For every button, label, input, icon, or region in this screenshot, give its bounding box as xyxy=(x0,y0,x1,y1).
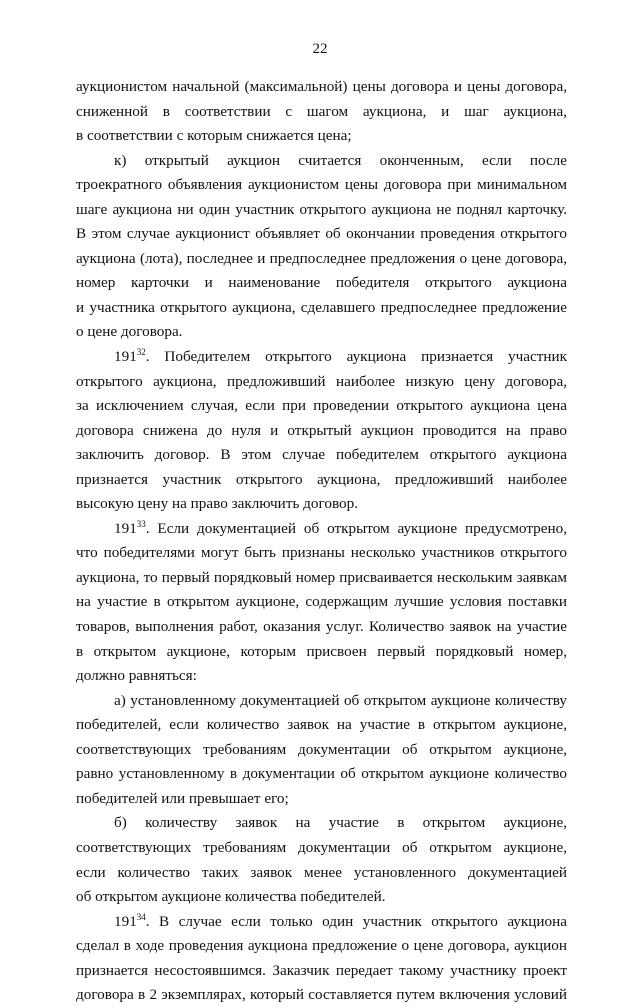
text-line xyxy=(76,468,567,493)
text-line xyxy=(76,370,567,395)
text-line xyxy=(76,419,567,444)
text-line xyxy=(76,345,567,370)
line-text: и участника открытого аукциона, сделавшего предпоследнее предложение xyxy=(76,298,567,316)
text-line xyxy=(76,320,567,345)
text-line xyxy=(76,443,567,468)
text-line xyxy=(76,664,567,689)
text-line xyxy=(76,983,567,1008)
text-line xyxy=(76,959,567,984)
text-line xyxy=(76,590,567,615)
line-text: договора снижена до нуля и открытый аукцион проводится на право xyxy=(76,421,567,439)
text-line xyxy=(76,836,567,861)
line-text: сделал в ходе проведения аукциона предложение о цене договора, аукцион xyxy=(76,937,567,955)
line-text: договора в 2 экземплярах, который составляется путем включения условий xyxy=(76,986,567,1004)
line-text: на участие в открытом аукционе, содержащим лучшие условия поставки xyxy=(76,593,567,611)
text-line xyxy=(76,296,567,321)
line-text: победителей, если количество заявок на участие в открытом аукционе, xyxy=(76,716,567,734)
text-line xyxy=(76,198,567,223)
clause-number-superscript: 33 xyxy=(136,518,146,529)
text-line xyxy=(76,811,567,836)
text-line xyxy=(76,738,567,763)
line-text: если количество таких заявок менее установленного документацией xyxy=(76,863,567,881)
text-line xyxy=(76,222,567,247)
line-text: . В случае если только один участник открытого аукциона xyxy=(145,912,567,930)
text-line xyxy=(76,149,567,174)
line-text: сниженной в соответствии с шагом аукциона, и шаг аукциона, xyxy=(76,102,567,120)
line-text: аукциона (лота), последнее и предпоследнее предложения о цене договора, xyxy=(76,249,567,267)
clause-number xyxy=(114,910,146,935)
text-line xyxy=(76,713,567,738)
text-line xyxy=(76,689,567,714)
line-text: победителей или превышает его; xyxy=(76,789,289,807)
line-text: товаров, выполнения работ, оказания услуг. Количество заявок на участие xyxy=(76,618,567,636)
line-text: . Если документацией об открытом аукционе предусмотрено, xyxy=(145,519,567,537)
text-line xyxy=(76,75,567,100)
text-line xyxy=(76,517,567,542)
line-text: шаге аукциона ни один участник открытого аукциона не поднял карточку. xyxy=(76,200,567,218)
line-text: аукционистом начальной (максимальной) цены договора и цены договора, xyxy=(76,78,567,95)
text-line xyxy=(76,861,567,886)
line-text: а) установленному документацией об открытом аукционе количеству xyxy=(114,691,567,709)
clause-number xyxy=(114,517,146,542)
line-text: в открытом аукционе, которым присвоен первый порядковый номер, xyxy=(76,642,567,660)
clause-number xyxy=(114,345,146,370)
line-text: к) открытый аукцион считается оконченным, если после xyxy=(114,151,567,169)
text-line xyxy=(76,566,567,591)
line-text: . Победителем открытого аукциона признается участник xyxy=(145,348,567,366)
text-line xyxy=(76,885,567,910)
text-line xyxy=(76,934,567,959)
text-line xyxy=(76,492,567,517)
line-text: заключить договор. В этом случае победителем открытого аукциона xyxy=(76,446,567,464)
clause-number-superscript: 34 xyxy=(136,911,146,922)
text-line xyxy=(76,762,567,787)
line-text: номер карточки и наименование победителя открытого аукциона xyxy=(76,274,567,292)
line-text: б) количеству заявок на участие в открытом аукционе, xyxy=(114,814,567,832)
line-text: о цене договора. xyxy=(76,323,183,341)
text-line xyxy=(76,910,567,935)
clause-number-base: 191 xyxy=(114,912,137,930)
line-text: что победителями могут быть признаны несколько участников открытого xyxy=(76,544,567,562)
line-text: равно установленному в документации об открытом аукционе количество xyxy=(76,765,567,783)
line-text: открытого аукциона, предложивший наиболее низкую цену договора, xyxy=(76,372,567,390)
text-line xyxy=(76,124,567,149)
line-text: В этом случае аукционист объявляет об окончании проведения открытого xyxy=(76,225,567,243)
text-line xyxy=(76,394,567,419)
page-number: 22 xyxy=(312,41,328,57)
clause-number-base: 191 xyxy=(114,519,137,537)
line-text: об открытом аукционе количества победителей. xyxy=(76,888,386,906)
text-line xyxy=(76,787,567,812)
line-text: троекратного объявления аукционистом цены договора при минимальном xyxy=(76,176,567,194)
line-text: соответствующих требованиям документации об открытом аукционе, xyxy=(76,838,567,856)
text-line xyxy=(76,173,567,198)
line-text: признается несостоявшимся. Заказчик передает такому участнику проект xyxy=(76,961,567,979)
text-line xyxy=(76,640,567,665)
line-text: признается участник открытого аукциона, предложивший наиболее xyxy=(76,470,567,488)
text-line xyxy=(76,271,567,296)
text-line xyxy=(76,615,567,640)
line-text: аукциона, то первый порядковый номер присваивается нескольким заявкам xyxy=(76,568,567,586)
text-line xyxy=(76,100,567,125)
clause-number-base: 191 xyxy=(114,348,137,366)
line-text: в соответствии с которым снижается цена; xyxy=(76,127,352,145)
line-text: высокую цену на право заключить договор. xyxy=(76,495,358,513)
document-body xyxy=(76,75,567,1008)
text-line xyxy=(76,541,567,566)
text-line xyxy=(76,247,567,272)
line-text: за исключением случая, если при проведении открытого аукциона цена xyxy=(76,397,567,415)
line-text: соответствующих требованиям документации об открытом аукционе, xyxy=(76,740,567,758)
line-text: должно равняться: xyxy=(76,667,197,685)
clause-number-superscript: 32 xyxy=(136,347,146,358)
